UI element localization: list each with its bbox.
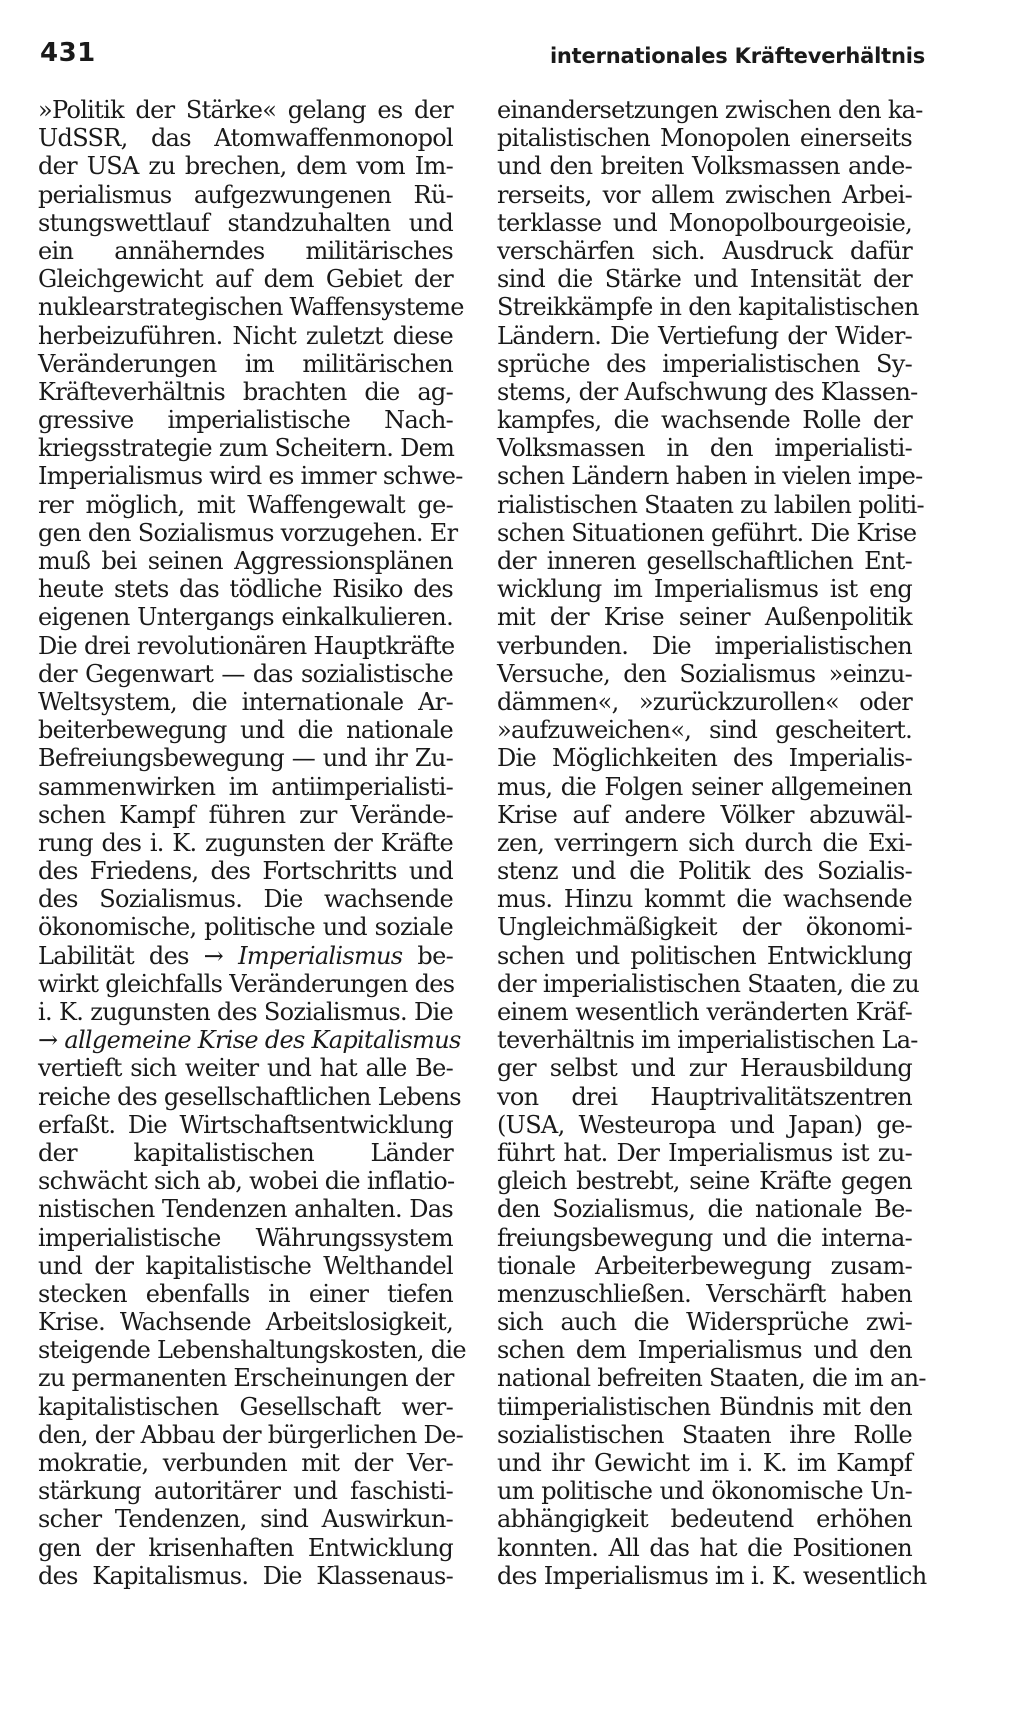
text-line: schwächt sich ab, wobei die inflatio- — [38, 1167, 455, 1196]
text-line: abhängigkeit bedeutend erhöhen — [497, 1505, 912, 1534]
text-line: und der kapitalistische Welthandel — [38, 1251, 453, 1280]
text-line: freiungsbewegung und die interna- — [497, 1223, 912, 1252]
text-line: gen den Sozialismus vorzugehen. Er — [38, 518, 458, 547]
text-line: mit der Krise seiner Außenpolitik — [497, 603, 912, 632]
text-line: verschärfen sich. Ausdruck dafür — [497, 236, 912, 265]
text-line: schen dem Imperialismus und den — [497, 1336, 912, 1365]
text-line: und ihr Gewicht im i. K. im Kampf — [497, 1449, 912, 1477]
text-line: kampfes, die wachsende Rolle der — [497, 406, 912, 435]
running-head: internationales Kräfteverhältnis — [549, 44, 925, 68]
text-line: mus. Hinzu kommt die wachsende — [497, 885, 912, 914]
text-line: tiimperialistischen Bündnis mit den — [497, 1392, 912, 1421]
text-line: gleich bestrebt, seine Kräfte gegen — [497, 1167, 912, 1196]
text-line: nuklearstrategischen Waffensysteme — [38, 293, 464, 322]
text-line: gen der krisenhaften Entwicklung — [38, 1533, 453, 1562]
text-line: → allgemeine Krise des Kapitalismus — [38, 1026, 461, 1055]
text-line: ökonomische, politische und soziale — [38, 913, 453, 942]
text-line: menzuschließen. Verschärft haben — [497, 1279, 912, 1308]
text-line: rialistischen Staaten zu labilen politi- — [497, 490, 924, 519]
text-line: erfaßt. Die Wirtschaftsentwicklung — [38, 1110, 453, 1139]
text-line: rer möglich, mit Waffengewalt ge- — [38, 490, 453, 519]
text-line: rung des i. K. zugunsten der Kräfte — [38, 828, 453, 857]
text-line: terklasse und Monopolbourgeoisie, — [497, 208, 912, 237]
text-line: herbeizuführen. Nicht zuletzt diese — [38, 321, 453, 350]
text-line: des Friedens, des Fortschritts und — [38, 857, 453, 886]
text-line: einandersetzungen zwischen den ka- — [497, 96, 923, 124]
text-line: und den breiten Volksmassen ande- — [497, 152, 912, 181]
text-line: kapitalistischen Gesellschaft wer- — [38, 1392, 453, 1421]
text-line: perialismus aufgezwungenen Rü- — [38, 180, 453, 209]
text-line: von drei Hauptrivalitätszentren — [497, 1082, 912, 1111]
text-line: der kapitalistischen Länder — [38, 1138, 453, 1167]
text-line: UdSSR, das Atomwaffenmonopol — [38, 124, 453, 153]
text-line: tionale Arbeiterbewegung zusam- — [497, 1251, 912, 1280]
text-line: gressive imperialistische Nach- — [38, 406, 453, 435]
cross-reference-term: allgemeine Krise des Kapitalismus — [64, 1026, 461, 1055]
text-line: der imperialistischen Staaten, die zu — [497, 969, 919, 998]
text-line: eigenen Untergangs einkalkulieren. — [38, 603, 453, 632]
text-line: »Politik der Stärke« gelang es der — [38, 96, 453, 124]
text-line: Imperialismus wird es immer schwe- — [38, 462, 463, 491]
text-line: des Sozialismus. Die wachsende — [38, 885, 453, 914]
text-line: Weltsystem, die internationale Ar- — [38, 687, 453, 716]
text-line: sammenwirken im antiimperialisti- — [38, 772, 453, 801]
text-line: sich auch die Widersprüche zwi- — [497, 1308, 912, 1337]
text-line: i. K. zugunsten des Sozialismus. Die — [38, 998, 453, 1026]
text-line: beiterbewegung und die nationale — [38, 716, 453, 745]
cross-reference-term: Imperialismus — [238, 941, 403, 970]
page-number: 431 — [40, 38, 96, 68]
text-line: Volksmassen in den imperialisti- — [497, 434, 912, 463]
text-column-left — [38, 96, 466, 1590]
text-line: muß bei seinen Aggressionsplänen — [38, 547, 453, 575]
text-line: kriegsstrategie zum Scheitern. Dem — [38, 434, 455, 463]
text-line: vertieft sich weiter und hat alle Be- — [38, 1054, 453, 1083]
text-line: Labilität des → Imperialismus be- — [38, 941, 453, 970]
text-line: nistischen Tendenzen anhalten. Das — [38, 1195, 453, 1224]
text-line: zen, verringern sich durch die Exi- — [497, 828, 912, 857]
text-line: führt hat. Der Imperialismus ist zu- — [497, 1138, 912, 1167]
text-line: Veränderungen im militärischen — [38, 349, 453, 378]
text-line: Krise. Wachsende Arbeitslosigkeit, — [38, 1308, 453, 1337]
text-line: sozialistischen Staaten ihre Rolle — [497, 1420, 912, 1449]
text-line: schen Kampf führen zur Verände- — [38, 800, 453, 829]
text-line: Die drei revolutionären Hauptkräfte — [38, 631, 455, 660]
text-line: rerseits, vor allem zwischen Arbei- — [497, 180, 912, 209]
text-line: schen Situationen geführt. Die Krise — [497, 518, 917, 547]
text-line: heute stets das tödliche Risiko des — [38, 575, 453, 604]
text-line: Kräfteverhältnis brachten die ag- — [38, 377, 453, 406]
text-line: des Kapitalismus. Die Klassenaus- — [38, 1561, 453, 1590]
text-line: einem wesentlich veränderten Kräf- — [497, 998, 912, 1026]
text-line: Krise auf andere Völker abzuwäl- — [497, 800, 912, 829]
text-line: der Gegenwart — das sozialistische — [38, 659, 453, 688]
text-line: national befreiten Staaten, die im an- — [497, 1364, 926, 1393]
text-line: wicklung im Imperialismus ist eng — [497, 575, 912, 604]
text-line: steigende Lebenshaltungskosten, die — [38, 1336, 466, 1365]
text-line: stungswettlauf standzuhalten und — [38, 208, 453, 237]
text-line: schen Ländern haben in vielen impe- — [497, 462, 923, 491]
text-line: ein annäherndes militärisches — [38, 236, 453, 265]
text-line: »aufzuweichen«, sind gescheitert. — [497, 716, 912, 745]
text-line: Streikkämpfe in den kapitalistischen — [497, 293, 919, 322]
text-line: konnten. All das hat die Positionen — [497, 1533, 912, 1562]
text-line: Gleichgewicht auf dem Gebiet der — [38, 265, 453, 294]
text-line: sind die Stärke und Intensität der — [497, 265, 912, 294]
text-line: der inneren gesellschaftlichen Ent- — [497, 547, 912, 575]
text-line: stems, der Aufschwung des Klassen- — [497, 377, 918, 406]
text-line: imperialistische Währungssystem — [38, 1223, 453, 1252]
text-line: des Imperialismus im i. K. wesentlich — [497, 1561, 927, 1590]
text-line: mokratie, verbunden mit der Ver- — [38, 1449, 453, 1477]
text-line: pitalistischen Monopolen einerseits — [497, 124, 912, 153]
text-line: scher Tendenzen, sind Auswirkun- — [38, 1505, 453, 1534]
text-line: Die Möglichkeiten des Imperialis- — [497, 744, 912, 773]
text-line: wirkt gleichfalls Veränderungen des — [38, 969, 455, 998]
text-line: Ländern. Die Vertiefung der Wider- — [497, 321, 912, 350]
text-line: reiche des gesellschaftlichen Lebens — [38, 1082, 461, 1111]
text-column-right — [497, 96, 927, 1590]
text-line: mus, die Folgen seiner allgemeinen — [497, 772, 912, 801]
text-line: Ungleichmäßigkeit der ökonomi- — [497, 913, 912, 942]
text-line: den Sozialismus, die nationale Be- — [497, 1195, 912, 1224]
text-line: stenz und die Politik des Sozialis- — [497, 857, 912, 886]
text-line: stärkung autoritärer und faschisti- — [38, 1477, 453, 1506]
text-line: dämmen«, »zurückzurollen« oder — [497, 687, 912, 716]
text-line: Versuche, den Sozialismus »einzu- — [497, 659, 912, 688]
text-line: verbunden. Die imperialistischen — [497, 631, 912, 660]
text-line: schen und politischen Entwicklung — [497, 941, 912, 970]
text-line: teverhältnis im imperialistischen La- — [497, 1026, 918, 1055]
text-line: den, der Abbau der bürgerlichen De- — [38, 1420, 463, 1449]
text-line: ger selbst und zur Herausbildung — [497, 1054, 912, 1083]
text-line: (USA, Westeuropa und Japan) ge- — [497, 1110, 912, 1139]
text-line: stecken ebenfalls in einer tiefen — [38, 1279, 453, 1308]
text-line: sprüche des imperialistischen Sy- — [497, 349, 912, 378]
text-line: Befreiungsbewegung — und ihr Zu- — [38, 744, 453, 773]
text-line: um politische und ökonomische Un- — [497, 1477, 912, 1506]
text-line: der USA zu brechen, dem vom Im- — [38, 152, 453, 181]
text-line: zu permanenten Erscheinungen der — [38, 1364, 454, 1393]
